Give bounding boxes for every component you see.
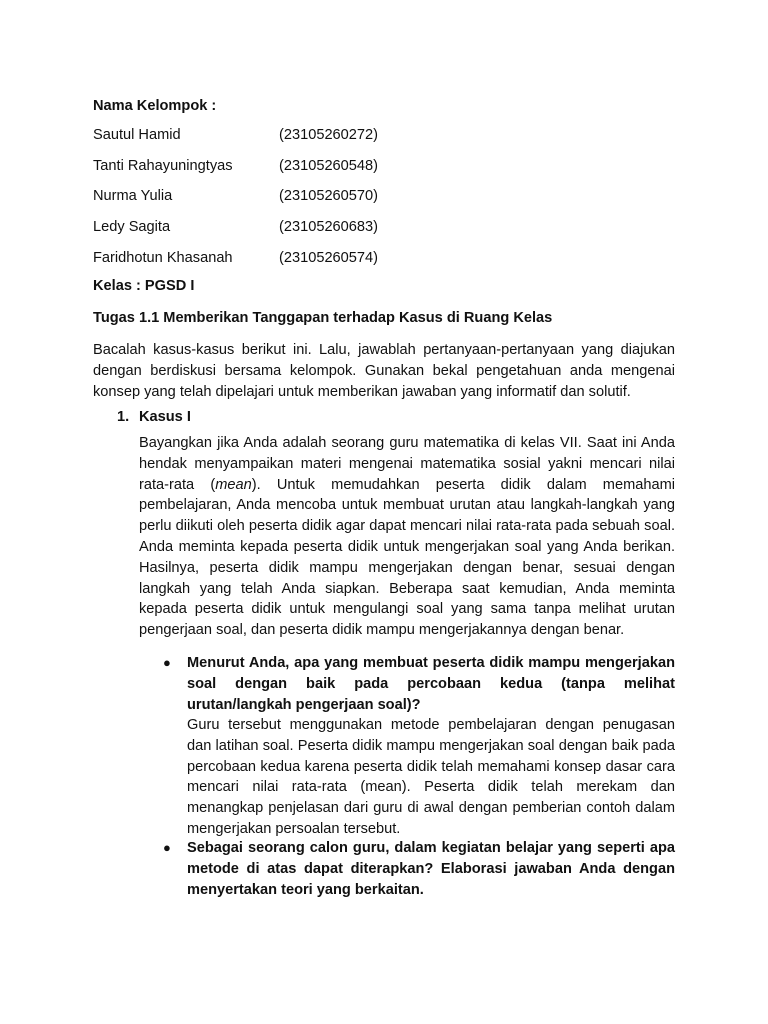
member-name: Nurma Yulia xyxy=(93,188,173,204)
case-body-italic: mean xyxy=(215,476,252,493)
member-name: Sautul Hamid xyxy=(93,127,181,143)
member-id: (23105260574) xyxy=(279,250,378,266)
member-row xyxy=(93,158,413,178)
bullet-icon: ● xyxy=(163,655,171,670)
member-name: Tanti Rahayuningtyas xyxy=(93,158,233,174)
member-row xyxy=(93,188,413,208)
member-id: (23105260683) xyxy=(279,219,378,235)
member-name: Faridhotun Khasanah xyxy=(93,250,233,266)
member-row xyxy=(93,250,413,270)
member-row xyxy=(93,219,413,239)
task-title: Tugas 1.1 Memberikan Tanggapan terhadap Kasus di Ruang Kelas xyxy=(93,310,553,326)
case-body xyxy=(139,433,675,641)
question-2: Sebagai seorang calon guru, dalam kegiatan belajar yang seperti apa metode di atas dapat diterapkan? Elaborasi jawaban Anda dengan menyertakan teori yang berkaitan. xyxy=(187,840,675,898)
answer-1: Guru tersebut menggunakan metode pembelajaran dengan penugasan dan latihan soal. Peserta didik mampu mengerjakan soal dengan baik pada percobaan kedua karena peserta didik telah memahami konsep dasar cara mencari nilai rata-rata (mean). Peserta didik telah merekam dan menangkap penjelasan dari guru di awal dengan pemberian contoh dalam mengerjakan persoalan tersebut. xyxy=(187,717,675,837)
case-body-text: Bayangkan jika Anda adalah seorang guru matematika di kelas VII. Saat ini Anda hendak menyampaikan materi mengenai matematika sosial yakni mencari nilai rata-rata ( xyxy=(139,435,675,493)
case-body-text-2: ). Untuk memudahkan peserta didik dalam memahami pembelajaran, Anda mencoba untuk membuat urutan atau langkah-langkah yang perlu diikuti oleh peserta didik agar dapat mencari nilai rata-rata pada sebuah soal. Anda meminta kepada peserta didik untuk mengerjakan soal yang Anda berikan. Hasilnya, peserta didik mampu mengerjakan dengan benar, sesuai dengan langkah yang telah Anda siapkan. Beberapa saat kemudian, Anda meminta kepada peserta didik untuk mengulangi soal yang sama tanpa melihat urutan pengerjaan soal, dan peserta didik mampu mengerjakannya dengan benar. xyxy=(139,476,675,639)
case-title: Kasus I xyxy=(139,409,191,425)
member-name: Ledy Sagita xyxy=(93,219,171,235)
member-id: (23105260570) xyxy=(279,188,378,204)
member-id: (23105260272) xyxy=(279,127,378,143)
intro-paragraph: Bacalah kasus-kasus berikut ini. Lalu, jawablah pertanyaan-pertanyaan yang diajukan dengan berdiskusi bersama kelompok. Gunakan bekal pengetahuan anda mengenai konsep yang telah dipelajari untuk memberikan jawaban yang informatif dan solutif. xyxy=(93,342,675,400)
member-id: (23105260548) xyxy=(279,158,378,174)
member-row xyxy=(93,127,413,147)
group-label: Nama Kelompok : xyxy=(93,98,217,114)
class-label: Kelas : PGSD I xyxy=(93,278,195,294)
case-number: 1. xyxy=(117,409,130,425)
question-1: Menurut Anda, apa yang membuat peserta didik mampu mengerjakan soal dengan baik pada percobaan kedua (tanpa melihat urutan/langkah pengerjaan soal)? xyxy=(187,655,675,713)
bullet-icon: ● xyxy=(163,840,171,855)
